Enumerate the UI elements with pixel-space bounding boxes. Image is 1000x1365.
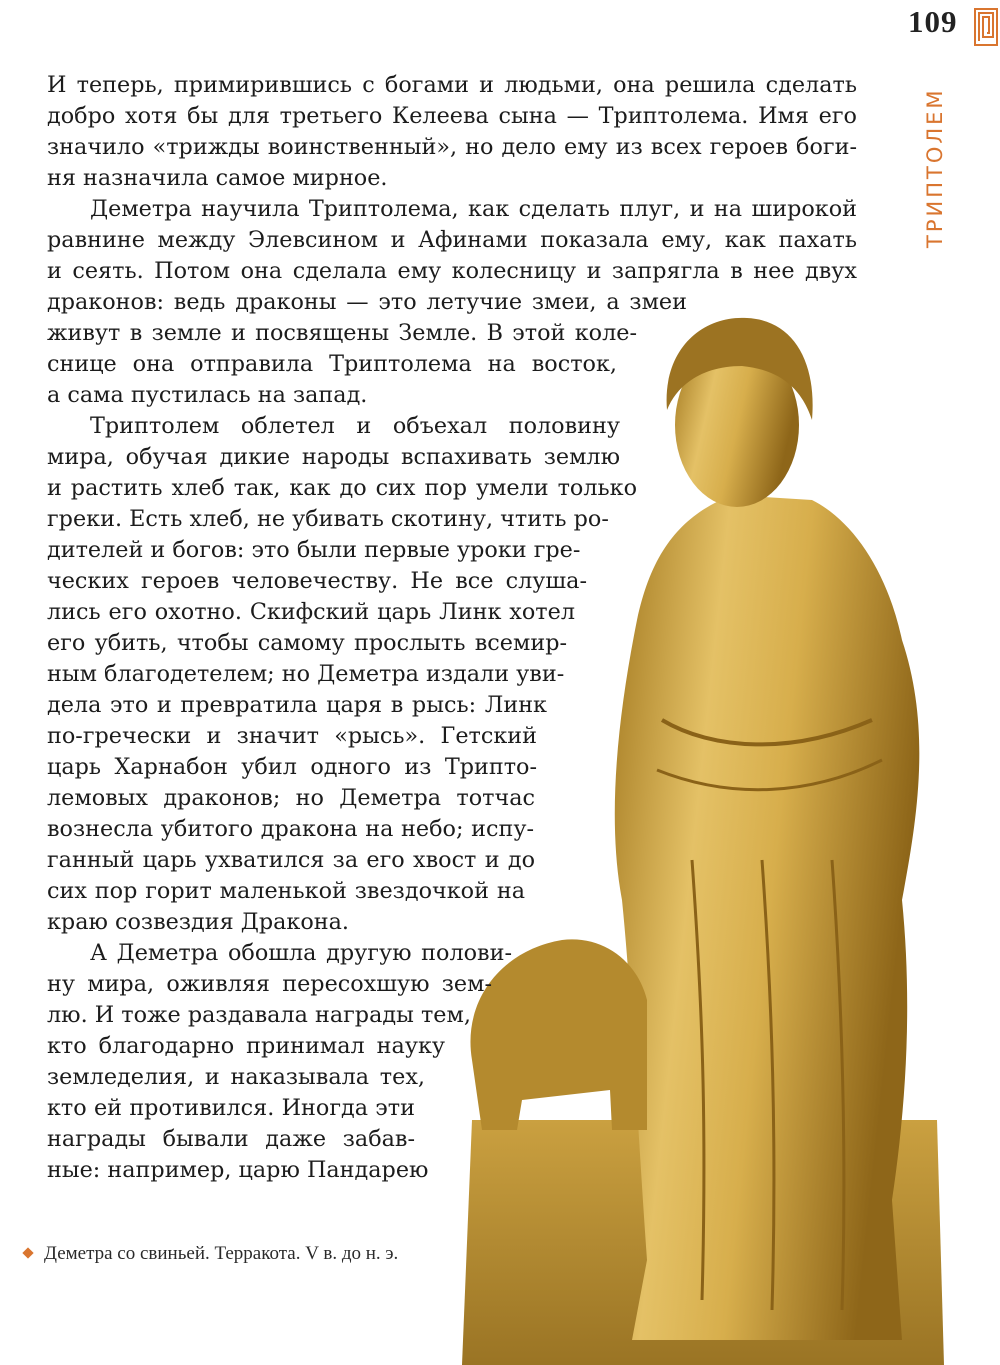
text-line: ные: например, царю Пандарею — [47, 1157, 429, 1183]
text-line: и растить хлеб так, как до сих пор умели только — [47, 475, 637, 501]
text-line: греки. Есть хлеб, не убивать скотину, чтить ро- — [47, 506, 609, 532]
text-line: равнине между Элевсином и Афинами показала ему, как пахать — [47, 227, 857, 253]
text-line: по-гречески и значит «рысь». Гетский — [47, 723, 537, 749]
text-line: Триптолем облетел и объехал половину — [90, 413, 620, 439]
text-line: дителей и богов: это были первые уроки гре- — [47, 537, 581, 563]
text-line: лемовых драконов; но Деметра тотчас — [47, 785, 535, 811]
body-text — [47, 70, 857, 1186]
text-line: награды бывали даже забав- — [47, 1126, 415, 1152]
text-line: а сама пустилась на запад. — [47, 382, 368, 408]
text-line: сих пор горит маленькой звездочкой на — [47, 878, 525, 904]
meander-ornament-icon — [974, 8, 998, 46]
text-line: снице она отправила Триптолема на восток, — [47, 351, 617, 377]
text-line: краю созвездия Дракона. — [47, 909, 350, 935]
caption-text: Деметра со свиньей. Терракота. V в. до н. э. — [44, 1243, 399, 1264]
text-line: царь Харнабон убил одного из Трипто- — [47, 754, 537, 780]
text-line: ну мира, оживляя пересохшую зем- — [47, 971, 492, 997]
page-number: 109 — [908, 4, 958, 39]
figure-caption — [24, 1243, 398, 1265]
text-line: его убить, чтобы самому прослыть всемир- — [47, 630, 567, 656]
text-line: мира, обучая дикие народы вспахивать землю — [47, 444, 620, 470]
text-line: вознесла убитого дракона на небо; испу- — [47, 816, 534, 842]
text-line: ганный царь ухватился за его хвост и до — [47, 847, 535, 873]
running-head — [918, 78, 952, 248]
text-line: добро хотя бы для третьего Келеева сына — Триптолема. Имя его — [47, 103, 857, 129]
diamond-bullet-icon — [22, 1247, 33, 1258]
text-line: земледелия, и наказывала тех, — [47, 1064, 425, 1090]
text-line: А Деметра обошла другую полови- — [90, 940, 512, 966]
text-line: кто ей противился. Иногда эти — [47, 1095, 415, 1121]
text-line: и сеять. Потом она сделала ему колесницу и запрягла в нее двух — [47, 258, 857, 284]
text-line: живут в земле и посвящены Земле. В этой коле- — [47, 320, 637, 346]
text-line: Деметра научила Триптолема, как сделать плуг, и на широкой — [90, 196, 857, 222]
text-line: ным благодетелем; но Деметра издали уви- — [47, 661, 565, 687]
text-line: дела это и превратила царя в рысь: Линк — [47, 692, 547, 718]
text-line: драконов: ведь драконы — это летучие змеи, а змеи — [47, 289, 687, 315]
running-head-text: ТРИПТОЛЕМ — [923, 87, 947, 248]
text-line: значило «трижды воинственный», но дело ему из всех героев боги- — [47, 134, 857, 160]
text-line: лю. И тоже раздавала награды тем, — [47, 1002, 471, 1028]
text-line: И теперь, примирившись с богами и людьми, она решила сделать — [47, 72, 857, 98]
text-line: кто благодарно принимал науку — [47, 1033, 445, 1059]
text-line: лись его охотно. Скифский царь Линк хотел — [47, 599, 575, 625]
text-line: ня назначила самое мирное. — [47, 165, 388, 191]
text-line: ческих героев человечеству. Не все слуша- — [47, 568, 587, 594]
